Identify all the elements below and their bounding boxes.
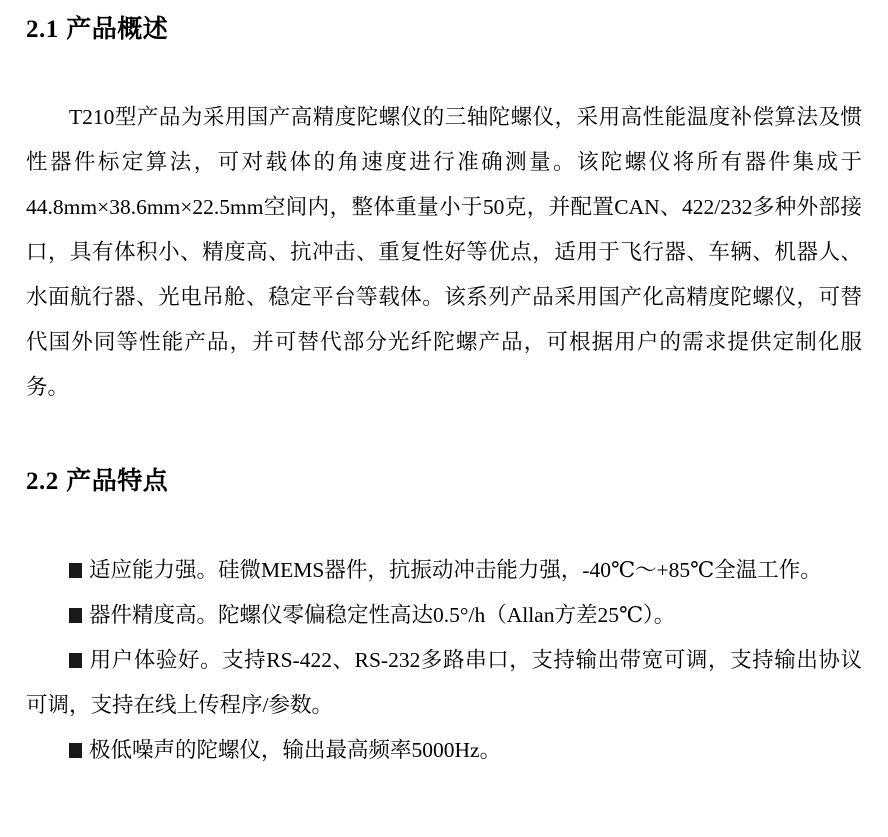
square-bullet-icon	[69, 563, 82, 578]
list-item-text: 极低噪声的陀螺仪，输出最高频率5000Hz。	[89, 738, 502, 762]
square-bullet-icon	[69, 653, 82, 668]
list-item-text: 适应能力强。硅微MEMS器件，抗振动冲击能力强，-40℃～+85℃全温工作。	[89, 558, 822, 582]
square-bullet-icon	[69, 743, 82, 758]
list-item-text: 器件精度高。陀螺仪零偏稳定性高达0.5°/h（Allan方差25℃）。	[89, 603, 676, 627]
section-number: 2.1	[26, 16, 59, 43]
section-heading-product-overview	[26, 14, 168, 45]
list-item	[26, 638, 862, 728]
square-bullet-icon	[69, 608, 82, 623]
section-heading-product-features	[26, 466, 168, 497]
section-title: 产品特点	[66, 467, 169, 495]
list-item-text: 用户体验好。支持RS-422、RS-232多路串口，支持输出带宽可调，支持输出协议可调，支持在线上传程序/参数。	[26, 648, 862, 717]
list-item	[26, 728, 862, 773]
section-number: 2.2	[26, 468, 59, 495]
section-title: 产品概述	[66, 15, 169, 43]
product-feature-list	[26, 548, 862, 773]
product-overview-paragraph: T210型产品为采用国产高精度陀螺仪的三轴陀螺仪，采用高性能温度补偿算法及惯性器件标定算法，可对载体的角速度进行准确测量。该陀螺仪将所有器件集成于44.8mm×38.6mm×22.5mm空间内，整体重量小于50克，并配置CAN、422/232多种外部接口，具有体积小、精度高、抗冲击、重复性好等优点，适用于飞行器、车辆、机器人、水面航行器、光电吊舱、稳定平台等载体。该系列产品采用国产化高精度陀螺仪，可替代国外同等性能产品，并可替代部分光纤陀螺产品，可根据用户的需求提供定制化服务。	[26, 105, 862, 399]
list-item	[26, 593, 862, 638]
list-item	[26, 548, 862, 593]
